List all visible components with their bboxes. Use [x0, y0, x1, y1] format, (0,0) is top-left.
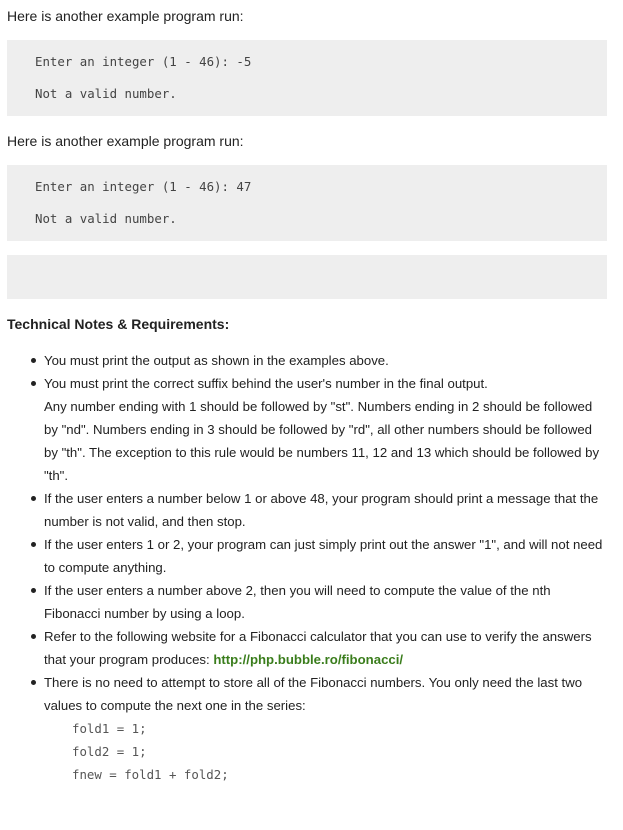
bullet-7: [31, 680, 36, 685]
bullet-3: [31, 496, 36, 501]
result-line-1: Not a valid number.: [35, 86, 177, 101]
empty-code-box: [7, 255, 607, 299]
bullet-1: [31, 358, 36, 363]
note-website-l2: [44, 648, 610, 671]
example-run-intro-1: Here is another example program run:: [7, 8, 244, 24]
note-suffix-l4: by "th". The exception to this rule would be numbers 11, 12 and 13 which should be followed by: [44, 445, 600, 460]
note-suffix-l5: "th".: [44, 468, 69, 483]
note-suffix-l2: Any number ending with 1 should be followed by "st". Numbers ending in 2 should be followed: [44, 399, 593, 414]
note-range-l1: If the user enters a number below 1 or above 48, your program should print a message that the: [44, 491, 599, 506]
user-input-1: -5: [236, 54, 252, 69]
fibonacci-calculator-link[interactable]: http://php.bubble.ro/fibonacci/: [213, 652, 404, 667]
code-line-fold1: fold1 = 1;: [72, 721, 147, 736]
example-run-intro-2: Here is another example program run:: [7, 133, 244, 149]
prompt-line-2: [35, 179, 251, 194]
note-range-l2: number is not valid, and then stop.: [44, 514, 246, 529]
example-output-box-1: [7, 40, 607, 116]
bullet-5: [31, 588, 36, 593]
note-print-output: You must print the output as shown in the examples above.: [44, 353, 389, 368]
note-loop-l2: Fibonacci number by using a loop.: [44, 606, 245, 621]
user-input-2: 47: [236, 179, 252, 194]
prompt-text-2: Enter an integer (1 - 46):: [35, 179, 237, 194]
code-line-fold2: fold2 = 1;: [72, 744, 147, 759]
note-website-prefix: that your program produces:: [44, 652, 214, 667]
example-output-box-2: [7, 165, 607, 241]
note-suffix-l3: by "nd". Numbers ending in 3 should be followed by "rd", all other numbers should be followed: [44, 422, 593, 437]
prompt-line-1: [35, 54, 251, 69]
result-line-2: Not a valid number.: [35, 211, 177, 226]
code-line-fnew: fnew = fold1 + fold2;: [72, 767, 229, 782]
note-website-l1: Refer to the following website for a Fibonacci calculator that you can use to verify the answers: [44, 629, 592, 644]
note-suffix-l1: You must print the correct suffix behind the user's number in the final output.: [44, 376, 488, 391]
section-heading: Technical Notes & Requirements:: [7, 316, 230, 332]
bullet-6: [31, 634, 36, 639]
bullet-4: [31, 542, 36, 547]
note-loop-l1: If the user enters a number above 2, then you will need to compute the value of the nth: [44, 583, 551, 598]
note-store-l1: There is no need to attempt to store all of the Fibonacci numbers. You only need the last two: [44, 675, 583, 690]
note-store-l2: values to compute the next one in the series:: [44, 698, 306, 713]
bullet-2: [31, 381, 36, 386]
prompt-text-1: Enter an integer (1 - 46):: [35, 54, 237, 69]
note-one-two-l2: to compute anything.: [44, 560, 167, 575]
note-one-two-l1: If the user enters 1 or 2, your program can just simply print out the answer "1", and will not need: [44, 537, 603, 552]
